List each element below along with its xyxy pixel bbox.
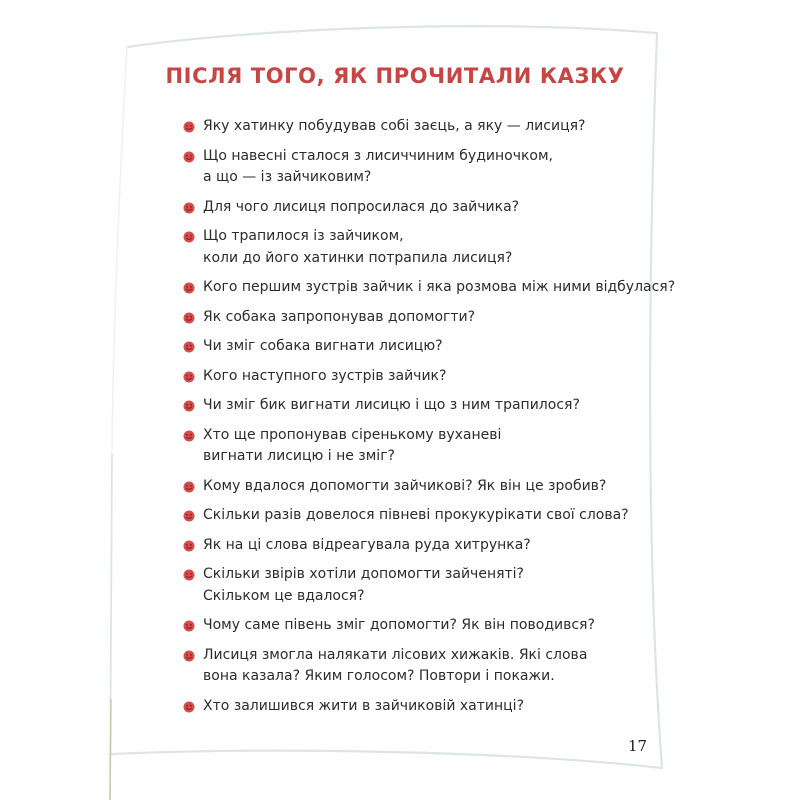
smiley-face-icon [183,371,195,383]
question-item [183,696,683,718]
question-item [183,564,683,607]
question-item [183,366,683,388]
page-title: ПІСЛЯ ТОГО, ЯК ПРОЧИТАЛИ КАЗКУ [165,64,625,88]
question-text: Чи зміг бик вигнати лисицю і що з ним трапилося? [203,397,580,413]
smiley-face-icon [183,121,195,133]
smiley-face-icon [183,569,195,581]
question-item [183,226,683,269]
smiley-face-icon [183,650,195,662]
question-item [183,395,683,417]
question-text: Що навесні сталося з лисиччиним будиночком, а що — із зайчиковим? [203,147,553,185]
question-text: Чому саме півень зміг допомогти? Як він поводився? [203,617,595,633]
smiley-face-icon [183,701,195,713]
question-text: Хто залишився жити в зайчиковій хатинці? [203,697,525,714]
question-text: Скільки звірів хотіли допомогти зайченяті? Скільком це вдалося? [203,566,524,604]
smiley-face-icon [183,430,195,442]
question-text: Як на ці слова відреагувала руда хитрунка? [203,536,531,553]
question-item [183,425,683,468]
question-item [183,116,683,138]
smiley-face-icon [183,540,195,552]
smiley-face-icon [183,282,195,294]
smiley-face-icon [183,312,195,324]
page-number: 17 [628,737,648,755]
question-item [183,615,683,637]
question-item [183,277,683,299]
smiley-face-icon [183,620,195,632]
question-text: Хто ще пропонував сіренькому вуханеві вигнати лисицю і не зміг? [203,426,502,464]
question-text: Кому вдалося допомогти зайчикові? Як він це зробив? [203,477,607,494]
question-item [183,336,683,358]
smiley-face-icon [183,400,195,412]
question-text: Як собака запропонував допомогти? [203,308,476,325]
question-item [183,645,683,688]
question-item [183,535,683,557]
question-text: Кого першим зустрів зайчик і яка розмова між ними відбулася? [203,279,676,295]
question-text: Кого наступного зустрів зайчик? [203,367,447,384]
smiley-face-icon [183,510,195,522]
questions-list [183,116,683,725]
question-text: Лисиця змогла налякати лісових хижаків. Які слова вона казала? Яким голосом? Повтори і покажи. [203,646,588,684]
question-text: Яку хатинку побудував собі заєць, а яку — лисиця? [203,118,586,134]
smiley-face-icon [183,151,195,163]
question-text: Для чого лисиця попросилася до зайчика? [203,198,520,215]
question-text: Чи зміг собака вигнати лисицю? [203,338,443,354]
question-item [183,476,683,498]
question-text: Що трапилося із зайчиком, коли до його хатинки потрапила лисиця? [203,228,513,266]
question-item [183,505,683,527]
smiley-face-icon [183,481,195,493]
question-text: Скільки разів довелося півневі прокукурікати свої слова? [203,507,629,523]
smiley-face-icon [183,231,195,243]
smiley-face-icon [183,202,195,214]
question-item [183,146,683,189]
smiley-face-icon [183,341,195,353]
question-item [183,197,683,219]
question-item [183,307,683,329]
